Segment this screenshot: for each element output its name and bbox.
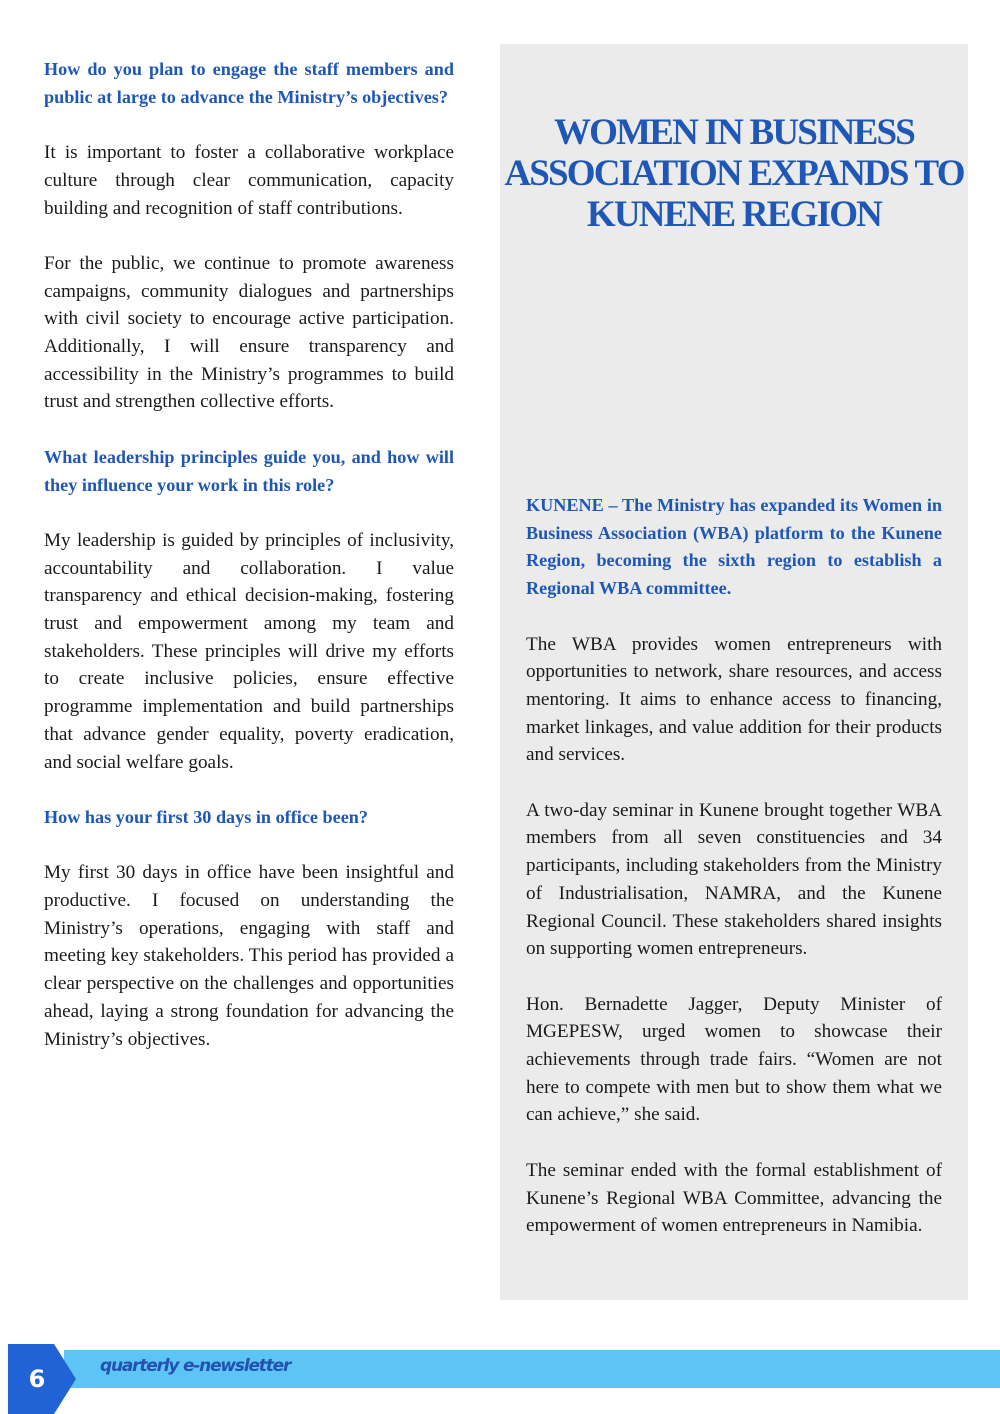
interview-column bbox=[44, 56, 454, 1081]
newsletter-label: quarterly e-newsletter bbox=[100, 1356, 291, 1376]
article-title: WOMEN IN BUSINESS ASSOCIATION EXPANDS TO KUNENE REGION bbox=[504, 112, 964, 235]
article-paragraph-2: A two-day seminar in Kunene brought together WBA members from all seven constituencies and 34 participants, including stakeholders from the Ministry of Industrialisation, NAMRA, and the Kunene Regional Council. These stakeholders shared insights on supporting women entrepreneurs. bbox=[526, 799, 942, 960]
article-paragraph-4: The seminar ended with the formal establishment of Kunene’s Regional WBA Committee, advancing the empowerment of women entrepreneurs in Namibia. bbox=[526, 1159, 942, 1237]
interview-question-2: What leadership principles guide you, and how will they influence your work in this role? bbox=[44, 446, 454, 495]
interview-answer-1-paragraph-2: For the public, we continue to promote awareness campaigns, community dialogues and partnerships with civil society to encourage active participation. Additionally, I will ensure transparency and accessibility in the Ministry’s programmes to build trust and strengthen collective efforts. bbox=[44, 252, 454, 413]
interview-question-1: How do you plan to engage the staff members and public at large to advance the Ministry’s objectives? bbox=[44, 59, 454, 107]
interview-answer-3: My first 30 days in office have been insightful and productive. I focused on understanding the Ministry’s operations, engaging with staff and meeting key stakeholders. This period has provided a clear perspective on the challenges and opportunities ahead, laying a strong foundation for advancing the Ministry’s objectives. bbox=[44, 862, 454, 1050]
article-paragraph-3: Hon. Bernadette Jagger, Deputy Minister of MGEPESW, urged women to showcase their achievements through trade fairs. “Women are not here to compete with men but to show them what we can achieve,” she said. bbox=[526, 993, 942, 1126]
article-lead: KUNENE – The Ministry has expanded its Women in Business Association (WBA) platform to the Kunene Region, becoming the sixth region to establish a Regional WBA committee. bbox=[526, 495, 942, 599]
interview-answer-1-paragraph-1: It is important to foster a collaborative workplace culture through clear communication, capacity building and recognition of staff contributions. bbox=[44, 142, 454, 219]
interview-question-3: How has your first 30 days in office been? bbox=[44, 806, 369, 827]
article-body bbox=[526, 492, 942, 1268]
page-number: 6 bbox=[28, 1365, 46, 1393]
page-footer bbox=[0, 1344, 1000, 1414]
article-panel bbox=[500, 44, 968, 1300]
article-paragraph-1: The WBA provides women entrepreneurs with opportunities to network, share resources, and access mentoring. It aims to enhance access to financing, market linkages, and value addition for their products and services. bbox=[526, 633, 942, 766]
interview-answer-2: My leadership is guided by principles of inclusivity, accountability and collaboration. I value transparency and ethical decision-making, fostering trust and empowerment among my team and stakeholders. These principles will drive my efforts to create inclusive policies, ensure effective programme implementation and build partnerships that advance gender equality, poverty eradication, and social welfare goals. bbox=[44, 529, 454, 773]
